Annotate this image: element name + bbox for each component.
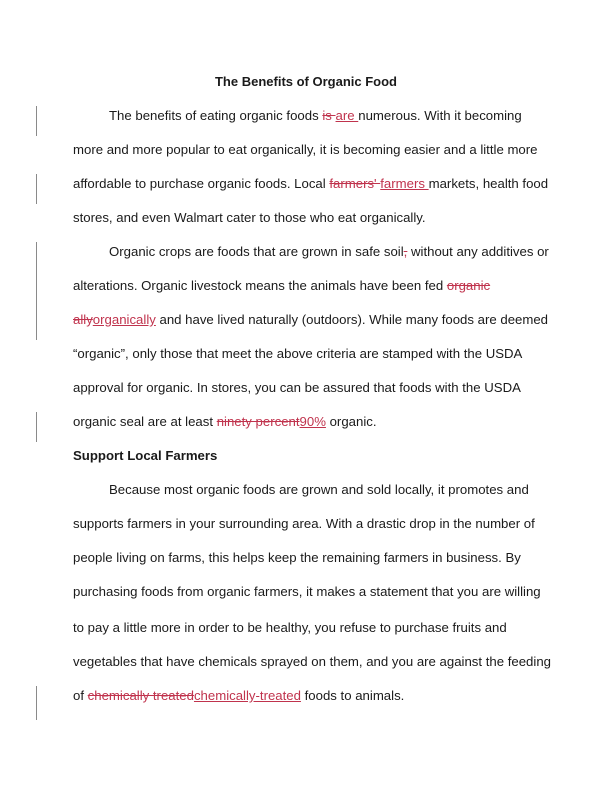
- text-run: affordable to purchase organic foods. Local: [73, 176, 330, 191]
- deleted-text[interactable]: farmers': [329, 176, 381, 191]
- paragraph-line: stores, and even Walmart cater to those who eat organically.: [73, 210, 426, 225]
- paragraph-line: Because most organic foods are grown and sold locally, it promotes and: [109, 482, 529, 497]
- deleted-text[interactable]: ninety percent: [216, 414, 300, 429]
- deleted-text[interactable]: ,: [403, 244, 408, 259]
- paragraph-line: “organic”, only those that meet the above criteria are stamped with the USDA: [73, 346, 523, 361]
- paragraph-line: to pay a little more in order to be healthy, you refuse to purchase fruits and: [73, 620, 507, 635]
- text-run: markets, health food: [428, 176, 549, 191]
- paragraph-line: supports farmers in your surrounding area. With a drastic drop in the number of: [73, 516, 535, 531]
- paragraph-line: [73, 412, 377, 432]
- paragraph-line: [73, 310, 548, 330]
- paragraph-line: purchasing foods from organic farmers, it makes a statement that you are willing: [73, 584, 541, 599]
- inserted-text[interactable]: 90%: [299, 414, 326, 429]
- change-bar: [36, 242, 37, 340]
- deleted-text[interactable]: is: [322, 108, 336, 123]
- change-bar: [36, 412, 37, 442]
- text-run: foods to animals.: [300, 688, 405, 703]
- section-heading: Support Local Farmers: [73, 448, 218, 463]
- text-run: organic.: [325, 414, 377, 429]
- paragraph-line: [73, 174, 548, 194]
- deleted-text[interactable]: ally: [73, 312, 93, 327]
- paragraph-line: [109, 242, 549, 262]
- paragraph-line: people living on farms, this helps keep the remaining farmers in business. By: [73, 550, 521, 565]
- change-bar: [36, 106, 37, 136]
- paragraph-line: [73, 686, 404, 706]
- change-bar: [36, 686, 37, 720]
- text-run: without any additives or: [407, 244, 549, 259]
- text-run: numerous. With it becoming: [358, 108, 522, 123]
- text-run: The benefits of eating organic foods: [109, 108, 323, 123]
- inserted-text[interactable]: farmers: [380, 176, 429, 191]
- paragraph-line: [73, 276, 490, 296]
- deleted-text[interactable]: chemically treated: [87, 688, 194, 703]
- change-bar: [36, 174, 37, 204]
- text-run: alterations. Organic livestock means the animals have been fed: [73, 278, 447, 293]
- paragraph-line: approval for organic. In stores, you can be assured that foods with the USDA: [73, 380, 521, 395]
- text-run: and have lived naturally (outdoors). While many foods are deemed: [155, 312, 549, 327]
- text-run: of: [73, 688, 88, 703]
- text-run: organic seal are at least: [73, 414, 217, 429]
- document-title: The Benefits of Organic Food: [214, 74, 397, 89]
- inserted-text[interactable]: are: [335, 108, 359, 123]
- paragraph-line: more and more popular to eat organically, it is becoming easier and a little more: [73, 142, 538, 157]
- inserted-text[interactable]: chemically-treated: [193, 688, 301, 703]
- text-run: Organic crops are foods that are grown in safe soil: [109, 244, 404, 259]
- paragraph-line: vegetables that have chemicals sprayed on them, and you are against the feeding: [73, 654, 551, 669]
- deleted-text[interactable]: organic: [446, 278, 491, 293]
- paragraph-line: [109, 106, 522, 126]
- inserted-text[interactable]: organically: [92, 312, 156, 327]
